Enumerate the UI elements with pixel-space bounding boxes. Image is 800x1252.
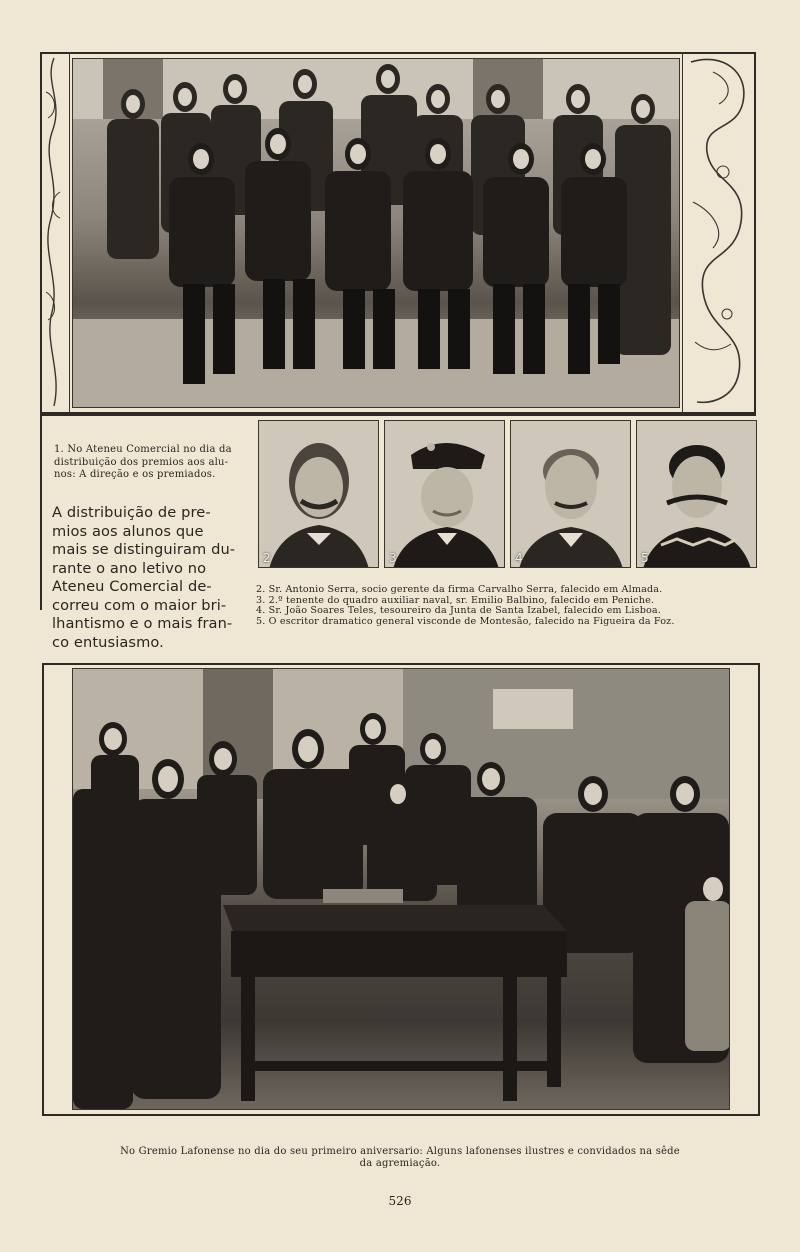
bottom-group-photo — [72, 668, 730, 1110]
lead-line: mios aos alunos que — [52, 522, 204, 540]
lead-line: A distribuição de pre- — [52, 504, 211, 521]
portrait-4 — [510, 420, 631, 568]
top-photo-caption — [54, 444, 246, 482]
lead-line: lhantismo e o mais fran- — [52, 615, 233, 632]
bottom-photo-caption — [80, 1146, 720, 1169]
portrait-caption-3: 3. 2.º tenente do quadro auxiliar naval, sr. Emilio Balbino, falecido em Peniche. — [256, 594, 655, 606]
portrait-number: 3 — [389, 551, 397, 565]
right-ornament-border — [682, 52, 756, 414]
caption-line: 1. No Ateneu Comercial no dia da — [54, 444, 232, 455]
lead-line: Ateneu Comercial de- — [52, 578, 212, 595]
lead-line: co entusiasmo. — [52, 633, 164, 651]
portrait-number: 2 — [263, 551, 271, 565]
lead-paragraph — [52, 504, 248, 652]
caption-line: da agremiação. — [359, 1157, 441, 1169]
page-number: 526 — [388, 1194, 412, 1208]
left-ornament-border — [40, 52, 70, 414]
section-divider — [40, 414, 756, 416]
caption-line: nos: A direção e os premiados. — [54, 469, 216, 480]
portrait-caption-4: 4. Sr. João Soares Teles, tesoureiro da Junta de Santa Izabel, falecido em Lisboa. — [256, 605, 661, 617]
caption-line: distribuição dos premios aos alu- — [54, 456, 229, 468]
portrait-3 — [384, 420, 505, 568]
portrait-5 — [636, 420, 757, 568]
portrait-number: 5 — [641, 551, 649, 565]
lead-line: mais se distinguiram du- — [52, 541, 236, 558]
portrait-2 — [258, 420, 379, 568]
portrait-caption-2: 2. Sr. Antonio Serra, socio gerente da firma Carvalho Serra, falecido em Almada. — [256, 584, 663, 595]
caption-line: No Gremio Lafonense no dia do seu primeiro aniversario: Alguns lafonenses ilustres e convidados na sêde — [120, 1146, 680, 1157]
lead-line: correu com o maior bri- — [52, 596, 227, 614]
portrait-number: 4 — [515, 551, 523, 565]
portrait-caption-5: 5. O escritor dramatico general visconde de Montesão, falecido na Figueira da Foz. — [256, 615, 675, 627]
left-column-rule — [40, 414, 42, 610]
lead-line: rante o ano letivo no — [52, 559, 207, 577]
portrait-captions — [256, 585, 756, 627]
top-group-photo — [72, 58, 680, 408]
